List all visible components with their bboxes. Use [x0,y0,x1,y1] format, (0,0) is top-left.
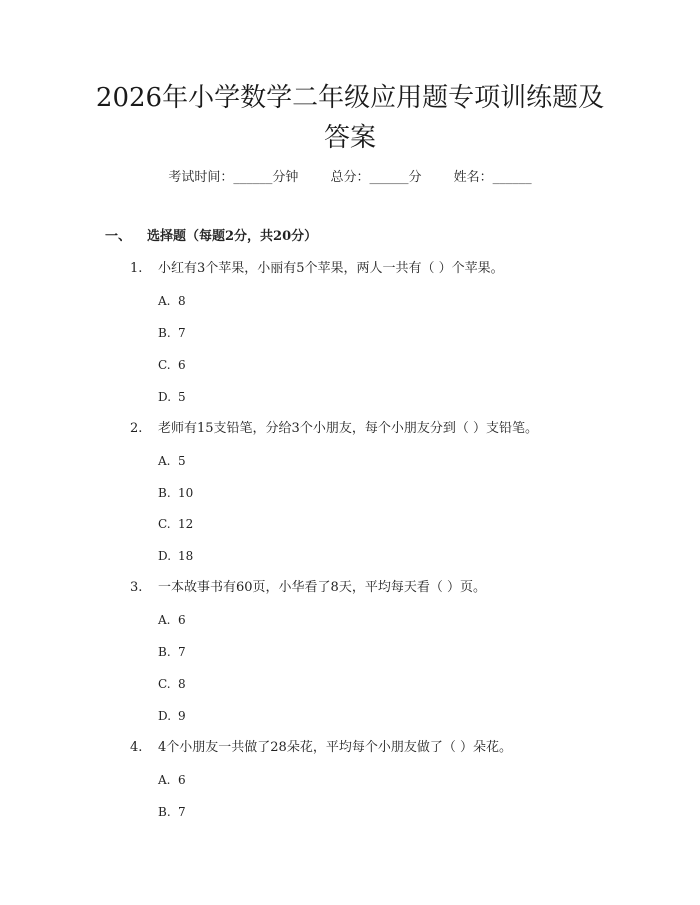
option-letter: A. [158,294,171,308]
exam-info [0,168,700,188]
exam-time-field: 考试时间：______分钟 [168,170,299,185]
option-letter: B. [158,486,171,500]
option-value: 5 [178,390,186,404]
option-value: 7 [178,326,186,340]
option-letter: B. [158,805,171,819]
question-text: 小红有3个苹果，小丽有5个苹果，两人一共有（ ）个苹果。 [158,261,504,276]
option-1d [158,387,186,407]
question-text: 老师有15支铅笔，分给3个小朋友，每个小朋友分到（ ）支铅笔。 [158,421,538,436]
option-1c [158,355,186,375]
option-letter: C. [158,517,171,531]
section-heading [105,227,317,247]
option-4a [158,770,186,790]
question-4 [130,738,512,758]
question-number: 4. [130,740,143,755]
question-text: 4个小朋友一共做了28朵花，平均每个小朋友做了（ ）朵花。 [158,740,512,755]
option-letter: A. [158,454,171,468]
option-letter: B. [158,645,171,659]
total-score-field: 总分：______分 [330,170,422,185]
option-letter: A. [158,773,171,787]
section-title: 选择题（每题2分，共20分） [147,229,318,244]
option-value: 18 [178,549,194,563]
question-number: 3. [130,580,143,595]
option-value: 10 [178,486,194,500]
option-letter: B. [158,326,171,340]
option-letter: D. [158,549,172,563]
title-line-2: 答案 [323,123,376,153]
option-value: 7 [178,645,186,659]
option-letter: C. [158,358,171,372]
question-3 [130,578,486,598]
question-number: 2. [130,421,143,436]
option-1b [158,323,186,343]
option-3b [158,642,186,662]
option-1a [158,291,186,311]
option-letter: A. [158,613,171,627]
page-title [60,78,640,158]
option-4b [158,802,186,822]
option-3d [158,706,186,726]
option-value: 8 [178,294,186,308]
question-1 [130,259,504,279]
option-2b [158,483,193,503]
option-2a [158,451,186,471]
option-value: 6 [178,773,186,787]
option-2d [158,546,193,566]
option-letter: C. [158,677,171,691]
option-value: 6 [178,613,186,627]
student-name-field: 姓名：______ [453,170,532,185]
option-value: 12 [178,517,194,531]
question-2 [130,419,538,439]
option-2c [158,514,193,534]
option-value: 9 [178,709,186,723]
option-letter: D. [158,709,172,723]
option-value: 7 [178,805,186,819]
option-value: 5 [178,454,186,468]
option-3c [158,674,186,694]
option-letter: D. [158,390,172,404]
question-number: 1. [130,261,143,276]
question-text: 一本故事书有60页，小华看了8天，平均每天看（ ）页。 [158,580,486,595]
option-3a [158,610,186,630]
title-line-1: 2026年小学数学二年级应用题专项训练题及 [95,83,605,113]
section-number: 一、 [105,229,132,244]
option-value: 6 [178,358,186,372]
option-value: 8 [178,677,186,691]
